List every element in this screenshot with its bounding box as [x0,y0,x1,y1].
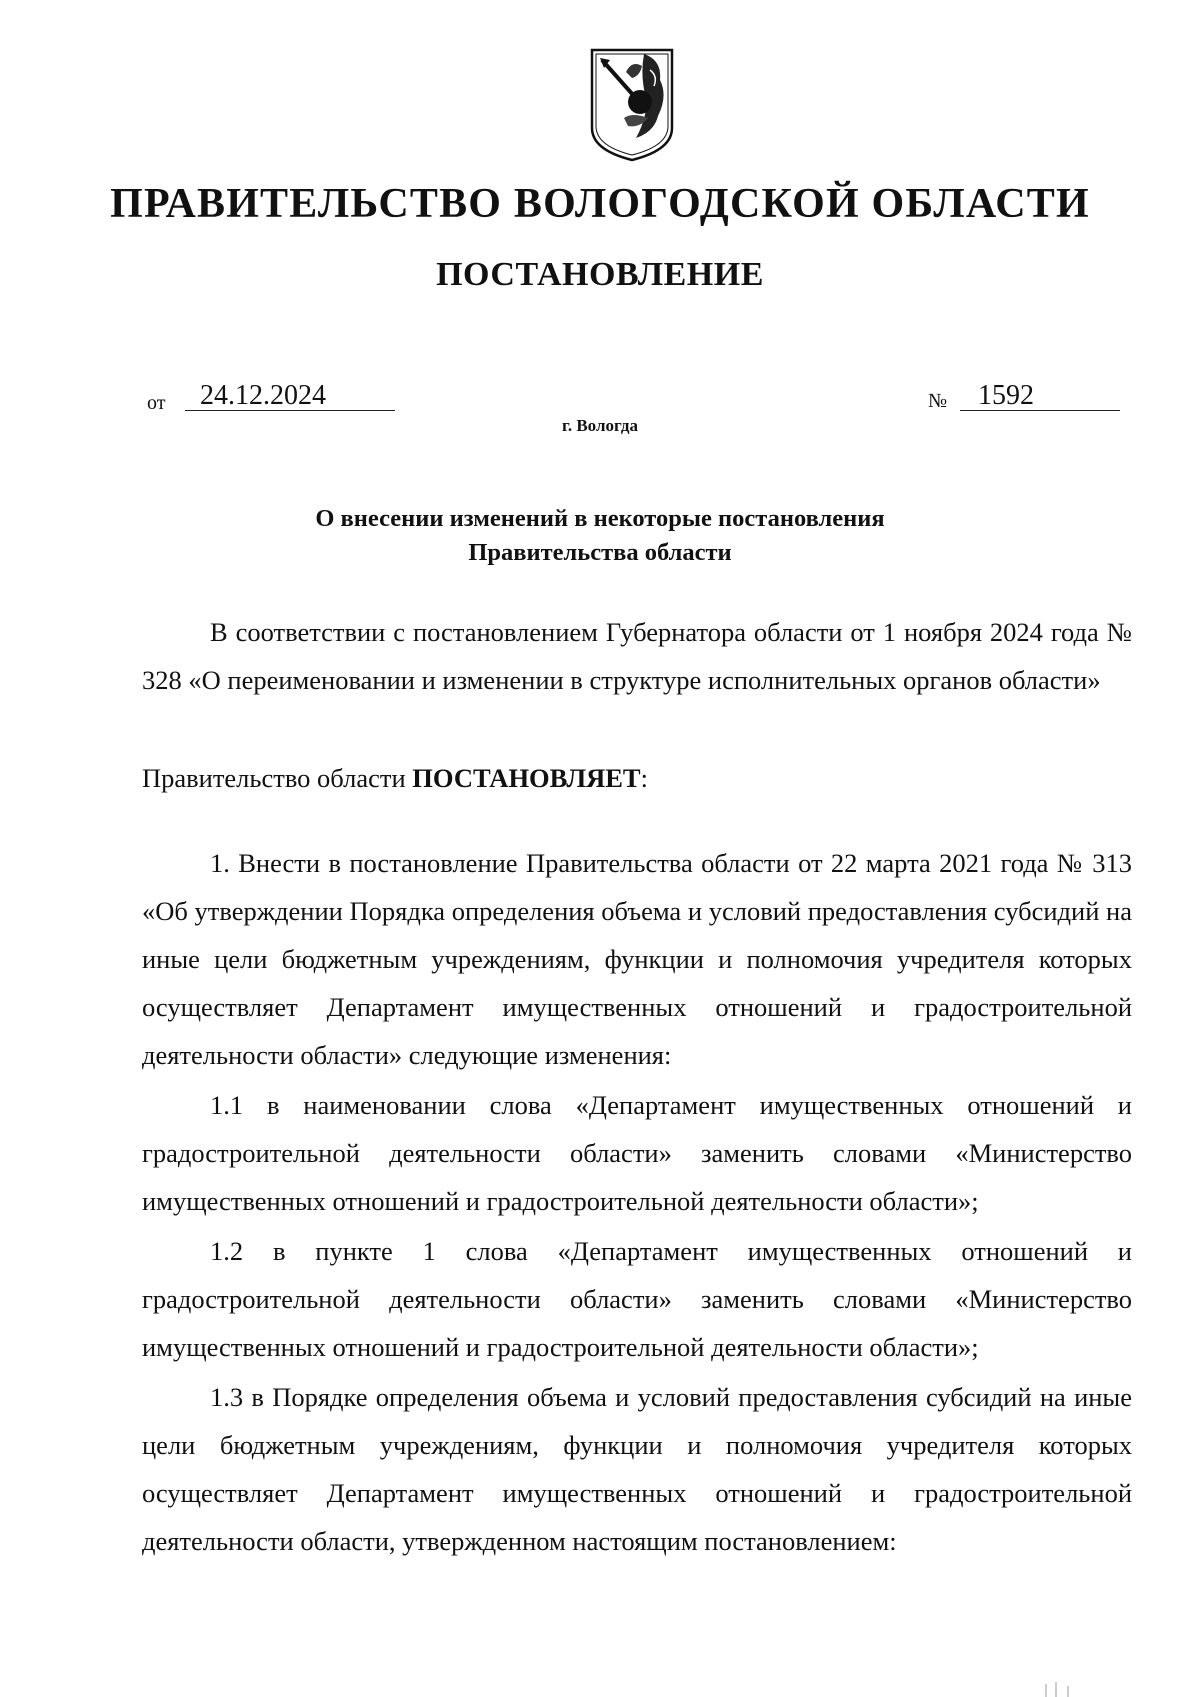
vologda-coat-of-arms-icon [588,46,676,164]
resolve-paragraph [142,754,1132,802]
preamble-section [142,608,1132,704]
item-1-3: 1.3 в Порядке определения объема и условий предоставления субсидий на иные цели бюджетным учреждениям, функции и полномочия учредителя которых осуществляет Департамент имущественных отношений и градостроительной деятельности области, утвержденном настоящим постановлением: [142,1382,1132,1556]
item-1: 1. Внести в постановление Правительства области от 22 марта 2021 года № 313 «Об утверждении Порядка определения объема и условий предоставления субсидий на иные цели бюджетным учреждениям, функции и полномочия учредителя которых осуществляет Департамент имущественных отношений и градостроительной деятельности области» следующие изменения: [142,848,1132,1070]
date-prefix: от [147,392,166,414]
document-number: 1592 [978,380,1034,411]
scan-edge-marks [1040,1680,1080,1697]
resolve-keyword: ПОСТАНОВЛЯЕТ [412,763,641,793]
document-subject [0,502,1200,570]
subject-line-2: Правительства области [468,539,732,566]
subject-line-1: О внесении изменений в некоторые постановления [315,505,885,532]
resolve-prefix: Правительство области [142,763,413,793]
item-1-1: 1.1 в наименовании слова «Департамент имущественных отношений и градостроительной деятельности области» заменить словами «Министерство имущественных отношений и градостроительной деятельности области»; [142,1090,1132,1216]
organization-title: ПРАВИТЕЛЬСТВО ВОЛОГОДСКОЙ ОБЛАСТИ [110,181,1090,227]
preamble-paragraph: В соответствии с постановлением Губернатора области от 1 ноября 2024 года № 328 «О переименовании и изменении в структуре исполнительных органов области» [142,617,1132,695]
number-prefix: № [928,390,948,412]
document-city: г. Вологда [562,416,638,435]
items-section [142,839,1132,1567]
item-1-2: 1.2 в пункте 1 слова «Департамент имущественных отношений и градостроительной деятельности области» заменить словами «Министерство имущественных отношений и градостроительной деятельности области»; [142,1236,1132,1362]
resolve-section [142,754,1132,802]
resolve-suffix: : [640,763,648,793]
document-date: 24.12.2024 [200,380,326,411]
document-type-heading: ПОСТАНОВЛЕНИЕ [436,256,764,293]
